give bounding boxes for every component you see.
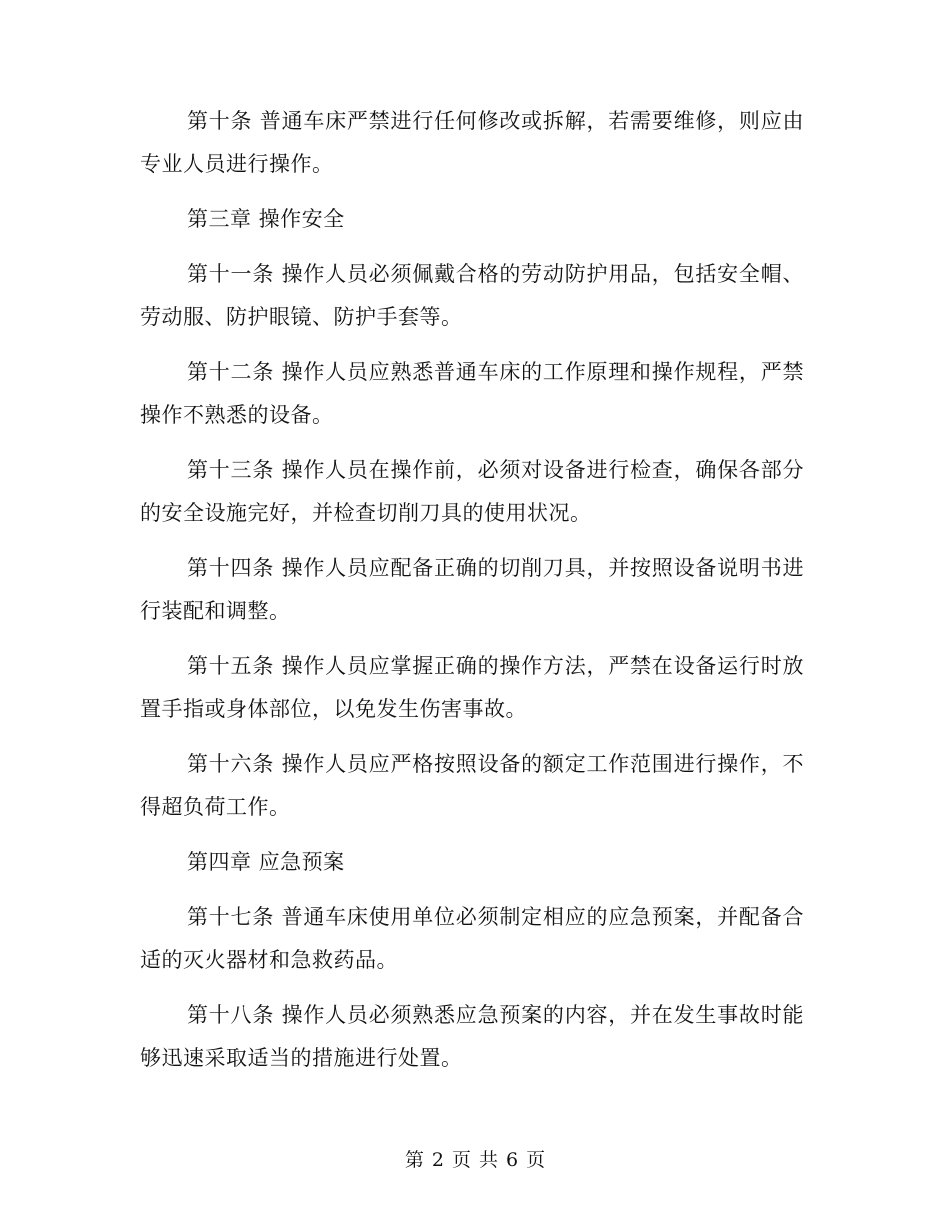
footer-di: 第: [404, 1149, 424, 1171]
article-14: 第十四条 操作人员应配备正确的切削刀具，并按照设备说明书进行装配和调整。: [140, 556, 804, 623]
article-17: 第十七条 普通车床使用单位必须制定相应的应急预案，并配备合适的灭火器材和急救药品。: [140, 905, 804, 972]
article-16: 第十六条 操作人员应严格按照设备的额定工作范围进行操作，不得超负荷工作。: [140, 752, 804, 819]
page-footer: [0, 1145, 950, 1175]
footer-ye2: 页: [526, 1149, 546, 1171]
article-13: 第十三条 操作人员在操作前，必须对设备进行检查，确保各部分的安全设施完好，并检查切削刀具的使用状况。: [140, 458, 804, 525]
footer-page-number: 2: [431, 1149, 444, 1171]
article-10: 第十条 普通车床严禁进行任何修改或拆解，若需要维修，则应由专业人员进行操作。: [140, 109, 804, 176]
footer-gong: 共: [479, 1149, 499, 1171]
article-11: 第十一条 操作人员必须佩戴合格的劳动防护用品，包括安全帽、劳动服、防护眼镜、防护手套等。: [140, 262, 804, 329]
article-12: 第十二条 操作人员应熟悉普通车床的工作原理和操作规程，严禁操作不熟悉的设备。: [140, 360, 804, 427]
chapter-4-heading: 第四章 应急预案: [187, 850, 345, 874]
article-18: 第十八条 操作人员必须熟悉应急预案的内容，并在发生事故时能够迅速采取适当的措施进行处置。: [140, 1003, 804, 1070]
article-15: 第十五条 操作人员应掌握正确的操作方法，严禁在设备运行时放置手指或身体部位，以免发生伤害事故。: [140, 654, 804, 721]
footer-total-pages: 6: [506, 1149, 519, 1171]
footer-ye: 页: [451, 1149, 471, 1171]
document-body: [140, 100, 804, 1092]
chapter-3-heading: 第三章 操作安全: [187, 207, 345, 231]
